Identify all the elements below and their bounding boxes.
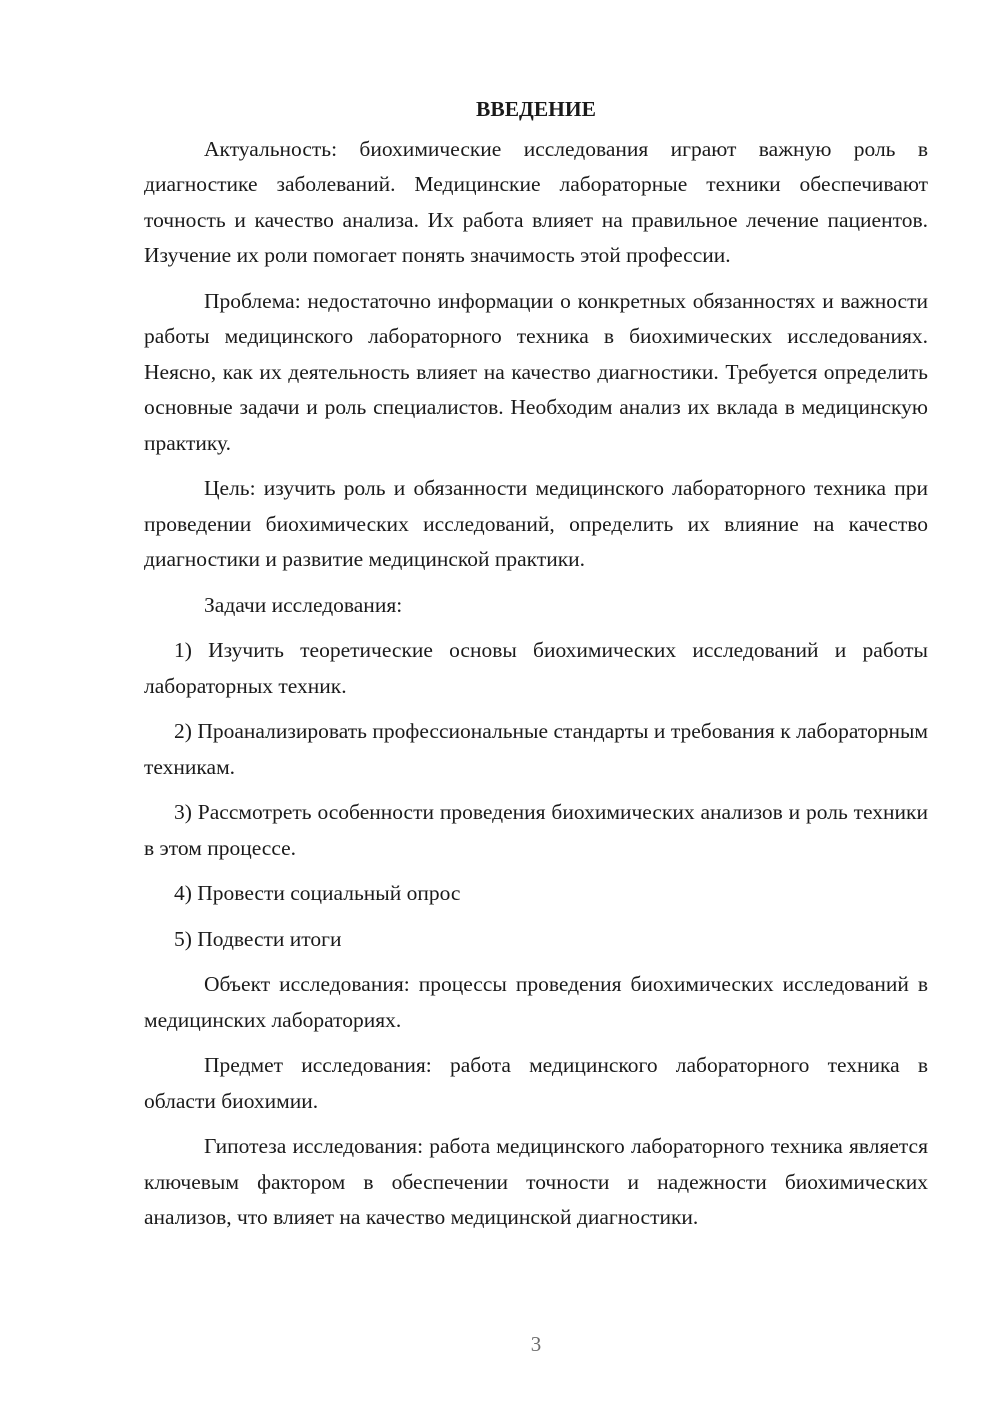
task-item-3: 3) Рассмотреть особенности проведения биохимических анализов и роль техники в этом процессе. <box>144 800 928 860</box>
paragraph-subject: Предмет исследования: работа медицинского лабораторного техника в области биохимии. <box>144 1053 928 1113</box>
paragraph-hypothesis: Гипотеза исследования: работа медицинского лабораторного техника является ключевым фактором в обеспечении точности и надежности биохимических анализов, что влияет на качество медицинской диагностики. <box>144 1134 928 1229</box>
page-content <box>144 92 928 1246</box>
section-title: ВВЕДЕНИЕ <box>476 97 596 121</box>
page-number: 3 <box>530 1332 542 1356</box>
task-item-1: 1) Изучить теоретические основы биохимических исследований и работы лабораторных техник. <box>144 638 928 698</box>
task-item-2: 2) Проанализировать профессиональные стандарты и требования к лабораторным техникам. <box>144 719 928 779</box>
paragraph-goal: Цель: изучить роль и обязанности медицинского лабораторного техника при проведении биохимических исследований, определить их влияние на качество диагностики и развитие медицинской практики. <box>144 476 928 571</box>
paragraph-problem: Проблема: недостаточно информации о конкретных обязанностях и важности работы медицинского лабораторного техника в биохимических исследованиях. Неясно, как их деятельность влияет на качество диагностики. Требуется определить основные задачи и роль специалистов. Необходим анализ их вклада в медицинскую практику. <box>144 288 928 455</box>
paragraph-relevance: Актуальность: биохимические исследования играют важную роль в диагностике заболеваний. Медицинские лабораторные техники обеспечивают точность и качество анализа. Их работа влияет на правильное лечение пациентов. Изучение их роли помогает понять значимость этой профессии. <box>144 136 928 267</box>
tasks-heading: Задачи исследования: <box>204 592 403 617</box>
paragraph-object: Объект исследования: процессы проведения биохимических исследований в медицинских лабораториях. <box>144 972 928 1032</box>
task-item-5: 5) Подвести итоги <box>174 926 342 951</box>
task-item-4: 4) Провести социальный опрос <box>174 881 461 905</box>
